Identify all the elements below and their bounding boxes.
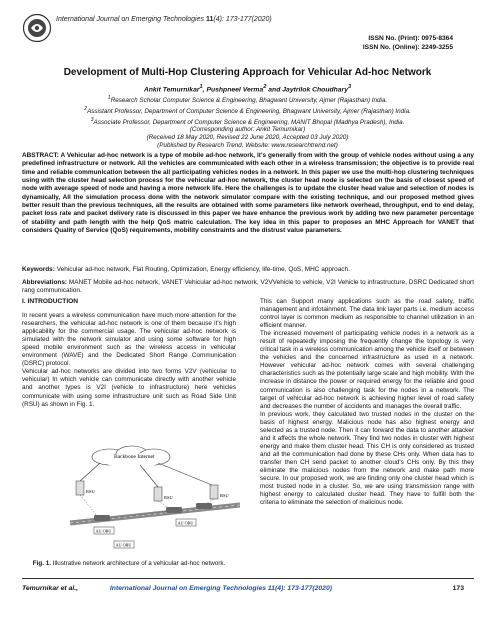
journal-issue: (4): 173-177(2020) — [213, 16, 272, 23]
keywords-label: Keywords: — [22, 266, 55, 273]
keywords — [22, 266, 474, 274]
rsu-tower-icon — [76, 481, 96, 495]
publisher-line: (Published by Research Trend, Website: www.researchtrend.net) — [157, 142, 338, 149]
abstract — [22, 152, 474, 235]
rsu-label: RSU — [164, 495, 173, 500]
paper-title: Development of Multi-Hop Clustering Approach for Vehicular Ad-hoc Network — [63, 67, 432, 78]
rsu-label: RSU — [86, 489, 95, 494]
affiliation-sup: 1 — [107, 95, 111, 101]
affiliation-sup: 2 — [84, 106, 88, 113]
obu-label: AU OBU — [95, 528, 112, 534]
affiliations — [0, 94, 495, 127]
paragraph: In previous work, they calculated two trusted nodes in the cluster on the basis of highest energy. Malicious node has also highest energy and selected as a trusted node. Then it can forward the data to another attacker and it affects the whole network. They find two nodes in cluster with highest energy and make them cluster head. This CH is only considered as trusted and all the communication had done by these CHs only. When data has to transfer then CH send packet to another cloud's CHs only. By this they eliminate the malicious nodes from the network and make path more secure. In our proposed work, we are finding only one cluster head which is most trusted node in a cluster. So, we are using transmission range with highest energy to calculated cluster head. They have to fulfill both the criteria to eliminate the selection of malicious node. — [260, 410, 474, 507]
abbreviations-label: Abbreviations: — [22, 279, 68, 286]
issn-online: ISSN No. (Online): 2249-3255 — [362, 44, 453, 51]
paragraph: In recent years a wireless communication have much more attention for the researchers, the vehicular ad-hoc network is one of them because it's high applicability for the commercial usage. The vehicular ad-hoc network is simulated with the network simulator and using some software for high speed mobile environment such as the wireless access in vehicular environment (WAVE) and the Dedicated Short Range Communication (DSRC) protocol. — [22, 312, 236, 368]
car-icon — [94, 515, 110, 521]
figure-caption-label: Fig. 1. — [32, 560, 51, 567]
author-list: Ankit Temurnikar$^1$, Pushpneel Verma$^2$ and Jaytrilok Choudhary$^3$ — [143, 84, 352, 94]
journal-header — [56, 16, 272, 23]
journal-volume: 11 — [205, 16, 214, 23]
affiliation-text: Assistant Professor, Department of Computer Science & Engineering, Bhagwant University, Ajmer (Rajasthan) India. — [87, 108, 411, 116]
journal-logo-icon — [22, 13, 52, 43]
right-column — [260, 298, 474, 507]
received-dates: (Received 18 May 2020, Revised 22 June 2020, Accepted 03 July 2020) — [146, 134, 349, 141]
correspondence — [0, 126, 495, 150]
paragraph: This can Support many applications such as the road safety, traffic management and infotainment. The data link layer parts i.e. medium access control layer is common medium as responsible to channel utilization in an efficient manner. — [260, 298, 474, 330]
corresponding-author: (Corresponding author: Ankit Temurnikar) — [189, 126, 306, 133]
author-sup: 2 — [263, 84, 267, 90]
affiliation-text: Associate Professor, Department of Computer Science & Engineering, MANIT Bhopal (Madhya Pradesh), India. — [93, 119, 405, 127]
abbreviations-text: MANET Mobile ad-hoc network, VANET Vehicular ad-hoc network, V2VVehicle to vehicle, V2I Vehicle to infrastructure, DSRC Dedicated short rang communication. — [22, 279, 474, 295]
footer-divider — [22, 578, 474, 579]
affiliation-sup: 3 — [90, 117, 94, 124]
issn-print: ISSN No. (Print): 0975-8364 — [368, 35, 453, 42]
paragraph: Vehicular ad-hoc networks are divided into two forms V2V (vehicular to vehicular) In which vehicle can communicate directly with another vehicle and another types is V2I (vehicle to infrastructure) here vehicles communicate with using some infrastructure unit such as Road Side Unit (RSU) as shown in Fig. 1. — [22, 368, 236, 408]
author-name: Jaytrilok Choudhary — [282, 86, 348, 94]
abbreviations — [22, 279, 474, 296]
section-heading: I. INTRODUCTION — [22, 298, 79, 305]
affiliation-text: Research Scholar Computer Science & Engineering, Bhagwant University, Ajmer (Rajasthan) India. — [110, 97, 388, 105]
footer-journal: International Journal on Emerging Technologies 11(4): 173-177(2020) — [109, 585, 333, 592]
keywords-text: Vehicular ad-hoc network, Flat Routing, Optimization, Energy efficiency, life-time, QoS, MHC approach. — [54, 266, 350, 273]
figure-caption-text: Illustrative network architecture of a vehicular ad-hoc network. — [50, 560, 226, 567]
author-name: Pushpneel Verma — [206, 86, 264, 94]
rsu-tower-icon — [154, 487, 174, 501]
abstract-label: ABSTRACT: — [22, 152, 59, 159]
figure-caption — [22, 560, 236, 568]
abstract-text: A Vehicular ad-hoc network is a type of mobile ad-hoc network, it's generally from with the group of vehicle nodes without using a any predefined infrastructure or network. All the vehicles are communicated with each other in a wireless transmission; the objective is to provide real time and reliable communication between the all participating vehicles nodes in a network. In this paper we use the multi-hop clustering techniques using with the cluster head selection process for the vehicular ad-hoc network, the cluster head node is selected on the basis of closest speed of node with average speed of node and having a more network life. Here the challenges is to update the cluster head value and selection of nodes is dynamically, All the simulation process done with the network simulator compare with the existing technique, and our proposed method gives better result than the previous techniques, all the results are obtained with some parameters like network overhead, throughput, end to end delay, packet loss rate and packet delivery rate is discussed in this paper we have enhance the previous work by adding two new parameter percentage of stability and path length with the help QoS matric calculation. The key idea in this paper to proposes an MHC Approach for VANET that considers Quality of Service (QoS) requirements, mobility constraints and the distrust value parameters. — [22, 152, 474, 235]
cloud-label: Backbone Internet — [114, 454, 155, 460]
car-icon — [166, 507, 182, 513]
rsu-label: RSU — [220, 493, 229, 498]
paragraph: The increased movement of participating vehicle nodes in a network as a result of repeatedly imposing the frequently change the topology is very critical task in a wireless communication among the vehicle itself or between the vehicles and the concerned infrastructure as used in a network. However vehicular ad-hoc network comes with several challenging characteristics such as the potentially large scale and high mobility. With the increase in distance the power or required energy for the reliable and good communication is also challenging task for the nodes in a network. The target of vehicular ad-hoc network is achieving higher level of road safety and decreases the number of accidents and manages the overall traffic. — [260, 330, 474, 410]
obu-label: AU OBU — [177, 520, 194, 526]
author-name: Ankit Temurnikar — [143, 86, 200, 94]
issn-block — [363, 34, 453, 52]
author-sup: 3 — [347, 84, 352, 90]
journal-name: International Journal on Emerging Technologies — [56, 16, 205, 23]
left-column — [22, 298, 236, 409]
author-sup: 1 — [199, 84, 203, 90]
rsu-tower-icon — [210, 485, 230, 499]
page-footer — [22, 585, 474, 592]
footer-authors: Temurnikar et al., — [22, 585, 79, 592]
affiliation — [0, 105, 495, 116]
network-architecture-figure — [70, 445, 240, 553]
affiliation — [0, 94, 495, 105]
car-icon — [196, 503, 212, 509]
obu-label: AU OBU — [115, 542, 132, 548]
page-number: 173 — [452, 585, 464, 592]
